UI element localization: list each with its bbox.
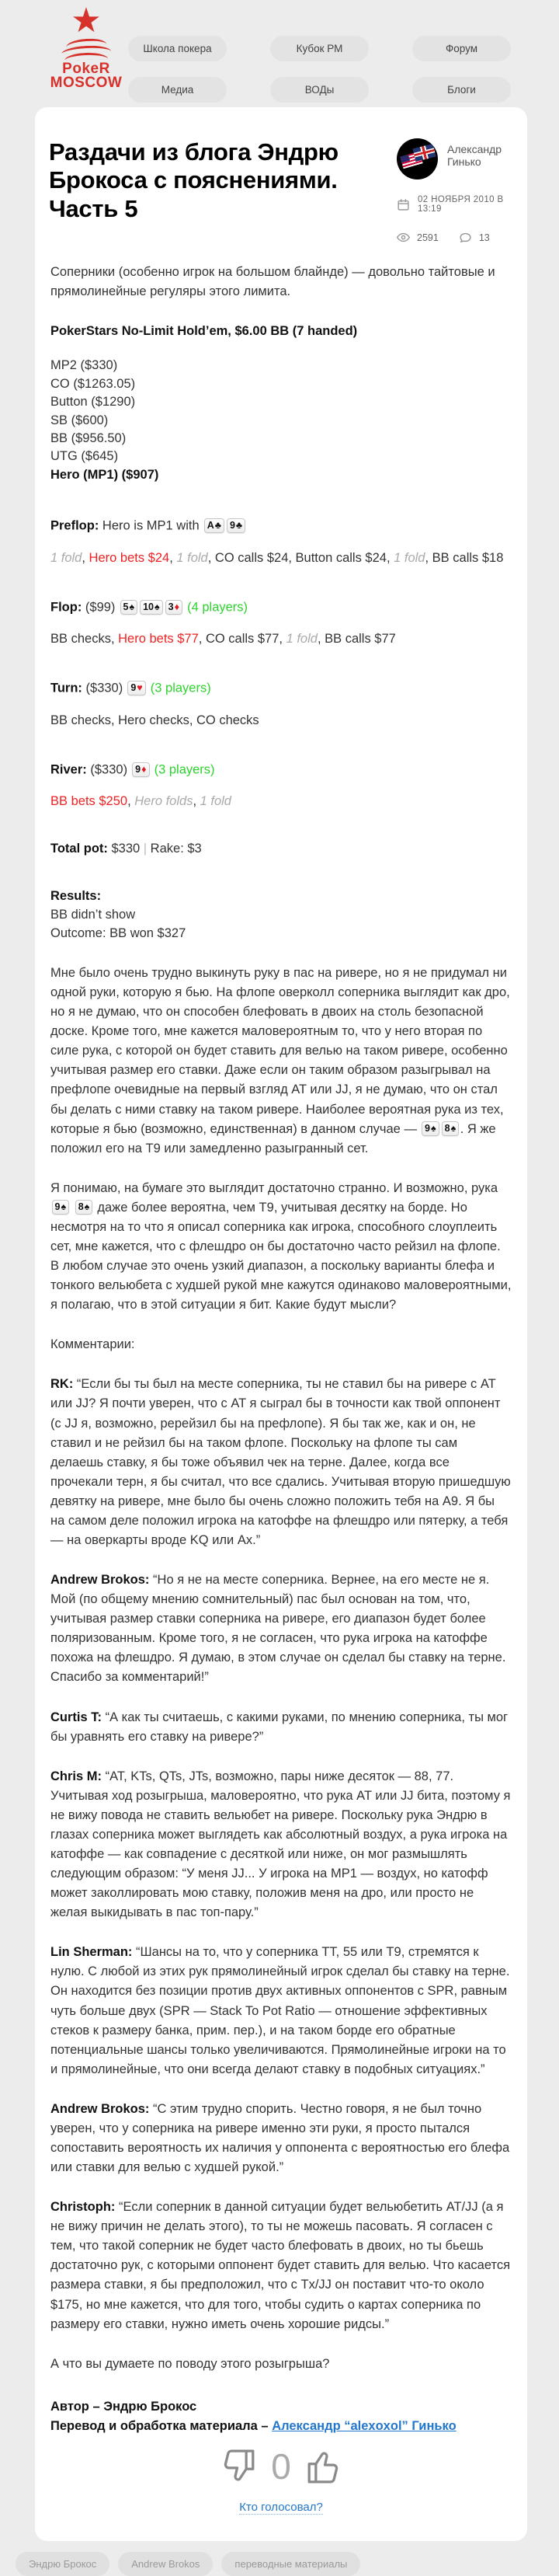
flop-header: Flop: ($99) 5♠ 10♠ 3♦ (4 players) [50, 600, 248, 615]
thumbs-up-button[interactable] [300, 2445, 344, 2488]
comment-text: “Но я не на месте соперника. Вернее, на его месте не я. Мой (по общему мнению сомнительный) пас был основан на том, что, учитывая размер ставки соперника на ривере, его диапазон будет более поляризованным. Кроме того, я не согласен, что рука игрока на катоффе похожа на флешдро. Я думаю, в этом случае он сделал бы ставку на терне. Спасибо за комментарий!” [50, 1573, 506, 1685]
nav-cup-rm[interactable]: Кубок РМ [270, 36, 369, 61]
nav-vods[interactable]: ВОДы [270, 77, 369, 103]
translation-line [50, 2417, 512, 2437]
stack-row: CO ($1263.05) [50, 376, 136, 391]
comment-text: “AT, KTs, QTs, JTs, возможно, пары ниже десяток — 88, 77. Учитывая ход розыгрыша, маловероятно, что рука AT или JJ бита, поэтому я не вижу повода не ставить вельюбет на ривере. Поскольку рука Эндрю в глазах соперника может выглядеть как абсолютный воздух, а рука игрока на катоффе — как совпадение с десяткой или ниже, он мог размышлять следующим образом: “У меня JJ... У игрока на MP1 — воздух, но катофф может заколлировать мою ставку, положив меня на дро, или просто не желая выкидывать в пас топ-пару.” [50, 1769, 511, 1920]
main-nav [128, 36, 511, 103]
comment-text: “С этим трудно спорить. Честно говоря, я не был точно уверен, что у соперника на ривере именно эти руки, я просто пытался сопоставить вероятность их наличия у оппонента с вероятностью его блефа или ставки для велью с худшей рукой.” [50, 2101, 510, 2175]
comment-author: Andrew Brokos: [50, 2101, 150, 2116]
logo-word-poker: PokeR [62, 60, 110, 77]
uk-flag-icon [412, 144, 436, 162]
playing-card: 8♠ [75, 1200, 93, 1215]
stack-list [50, 357, 512, 484]
views-count: 2591 [417, 232, 439, 243]
comment-author: Lin Sherman: [50, 1945, 133, 1960]
tag-list [16, 2552, 559, 2576]
comment-bubble-icon [459, 231, 472, 244]
total-pot-line: Total pot: $330 | Rake: $3 [50, 842, 202, 856]
intro-paragraph: Соперники (особенно игрок на большом блайнде) — довольно тайтовые и прямолинейные регуляры этого лимита. [50, 265, 495, 299]
who-voted-link[interactable]: Кто голосовал? [239, 2500, 323, 2514]
comment [50, 1943, 512, 2079]
comment-author: RK: [50, 1377, 74, 1392]
turn-action: BB checks, Hero checks, CO checks [50, 713, 259, 727]
river-header: River: ($330) 9♦ (3 players) [50, 762, 215, 777]
tag[interactable]: переводные материалы [221, 2552, 360, 2576]
playing-card: 9♣ [227, 518, 245, 533]
playing-card: 9♠ [422, 1121, 439, 1136]
logo-arcs-icon [59, 39, 113, 60]
translation-prefix: Перевод и обработка материала – [50, 2419, 273, 2434]
tag[interactable]: Andrew Brokos [118, 2552, 213, 2576]
site-header [0, 0, 559, 107]
preflop-header: Preflop: Hero is MP1 with A♣ 9♣ [50, 518, 512, 534]
results-line: BB didn’t show [50, 908, 136, 922]
comments-count[interactable]: 13 [478, 232, 490, 243]
analysis-paragraph-1: Мне было очень трудно выкинуть руку в пас на ривере, но я не придумал ни одной руки, которую я бью. На флопе оверколл соперника выглядит как дро, но я не думаю, что он способен блефовать в двоих на столь безопасной доске. Кроме того, мне кажется маловероятным то, что у него вторая по силе рука, с которой он будет ставить для велью на таком ривере, особенно учитывая размер его ставки. Даже если он таким образом разыгрывал на префлопе очевидные на первый взгляд AT или JJ, я не думаю, что он стал бы делать с ними ставку на таком ривере. Наиболее вероятная рука из тех, которые я бью (возможно, единственная) в данном случае — 9♠ 8♠ . Я же положил его на T9 или замедленно разыгранный сет. [50, 965, 510, 1156]
game-header: PokerStars No-Limit Hold’em, $6.00 BB (7 handed) [50, 324, 358, 339]
nav-forum[interactable]: Форум [412, 36, 511, 61]
thumbs-down-button[interactable] [218, 2445, 262, 2488]
playing-card: 9♦ [132, 762, 149, 777]
article-card [35, 107, 527, 2541]
comment-author: Curtis T: [50, 1710, 102, 1724]
site-logo[interactable] [43, 2, 130, 92]
river-action: BB bets $250, Hero folds, 1 fold [50, 794, 231, 809]
comment-text: “Если соперник в данной ситуации будет вельюбетить AT/JJ (а я не вижу причин не делать этого), то ты не можешь пасовать. Я согласен с тем, что такой соперник не будет часто блефовать в двоих, но ты бьешь достаточно рук, с которыми оппонент будет ставить для велью. Что касается размера ставки, я бы предположил, что с Tx/JJ он поставит что-то около $175, но мне кажется, что для того, чтобы судить о картах соперника по размеру его ставки, нужно иметь очень хорошие ридсы.” [50, 2200, 511, 2331]
closing-question: А что вы думаете по поводу этого розыгрыша? [50, 2356, 330, 2371]
stack-row: UTG ($645) [50, 449, 119, 464]
translator-link[interactable]: Александр “alexoxol” Гинько [272, 2419, 457, 2434]
playing-card: 9♥ [127, 681, 145, 695]
comment-text: “А как ты считаешь, с какими руками, по мнению соперника, ты мог бы уравнять его ставку на ривере?” [50, 1710, 509, 1744]
stack-row-hero: Hero (MP1) ($907) [50, 467, 159, 482]
results-label: Results: [50, 889, 102, 904]
vote-count: 0 [271, 2445, 291, 2487]
playing-card: 10♠ [140, 600, 163, 615]
tag[interactable]: Эндрю Брокос [16, 2552, 109, 2576]
comment-author: Christoph: [50, 2200, 116, 2215]
article-head [49, 138, 513, 244]
comment-text: “Если бы ты был на месте соперника, ты не ставил бы на ривере с AT или JJ? Я почти уверен, что с AT я сыграл бы в точности как твой оппонент (с JJ я, возможно, ререйзил бы на префлопе). Я бы так же, как и он, не ставил и не рейзил бы на таком флопе. Поскольку на флопе ты сам делаешь ставку, я бы тоже объявил чек на терне. Далее, когда все прочекали терн, я бы считал, что все сдались. Учитывая вторую пришедшую девятку на ривере, мне было бы очень сложно положить тебя на A9. Я бы на самом деле положил игрока на катоффе на флешдро или пятерку, а тебя — на оверкарты вроде KQ или Ax.” [50, 1377, 511, 1547]
post-date: 02 НОЯБРЯ 2010 В 13:19 [418, 195, 504, 214]
comment-text: “Шансы на то, что у соперника TT, 55 или T9, стремятся к нулю. С любой из этих рук прямолинейный игрок сделал бы ставку на терне. Он находится без позиции против двух активных оппонентов с SPR, равным чуть больше двух (SPR — Stack To Pot Ratio — отношение эффективных стеков к размеру банка, прим. пер.), и на таком борде его обратные потенциальные шансы только увеличиваются. Прямолинейные игроки на то и прямолинейные, что они всегда делают ставку в подобных ситуациях.” [50, 1945, 510, 2076]
stack-row: BB ($956.50) [50, 430, 127, 445]
vote-widget [50, 2445, 512, 2488]
playing-card: 9♠ [52, 1200, 70, 1215]
preflop-action: 1 fold, Hero bets $24, 1 fold, CO calls $24, Button calls $24, 1 fold, BB calls $18 [50, 550, 504, 565]
playing-card: A♣ [204, 518, 224, 533]
stack-row: Button ($1290) [50, 395, 136, 410]
results-block [50, 887, 512, 943]
comments-heading: Комментарии: [50, 1337, 135, 1352]
page-title: Раздачи из блога Эндрю Брокоса с пояснениями. Часть 5 [49, 138, 339, 222]
nav-poker-school[interactable]: Школа покера [128, 36, 227, 61]
article-meta [395, 138, 513, 244]
logo-word-moscow: MOSCOW [50, 75, 123, 92]
logo-star-icon: ★ [71, 2, 102, 40]
stack-row: MP2 ($330) [50, 358, 118, 373]
calendar-icon [397, 198, 410, 211]
flop-action: BB checks, Hero bets $77, CO calls $77, 1 fold, BB calls $77 [50, 632, 396, 647]
author-line: Автор – Эндрю Брокос [50, 2399, 197, 2414]
playing-card: 3♦ [165, 600, 182, 615]
analysis-paragraph-2: Я понимаю, на бумаге это выглядит достаточно странно. И возможно, рука 9♠ 8♠ даже более вероятна, чем T9, учитывая десятку на борде. Но несмотря на то что я описал соперника как игрока, способного слоуплеить сет, мне кажется, что с флешдро он бы достаточно часто рейзил на флопе. В любом случае это очень узкий диапазон, а поскольку варианты блефа и тонкого вельюбета с худшей рукой мне кажутся одинаково маловероятными, я полагаю, что в этой ситуации я бит. Какие будут мысли? [50, 1180, 512, 1312]
playing-card: 8♠ [442, 1121, 460, 1136]
results-line: Outcome: BB won $327 [50, 926, 186, 941]
turn-header: Turn: ($330) 9♥ (3 players) [50, 681, 211, 695]
nav-media[interactable]: Медиа [128, 77, 227, 103]
comment-author: Chris M: [50, 1769, 102, 1783]
comment [50, 2100, 512, 2177]
stack-row: SB ($600) [50, 413, 109, 427]
comment [50, 2198, 512, 2334]
eye-icon [397, 231, 410, 244]
comment [50, 1708, 512, 1747]
comment [50, 1767, 512, 1923]
nav-blogs[interactable]: Блоги [412, 77, 511, 103]
comment [50, 1570, 512, 1687]
comment [50, 1375, 512, 1550]
author-name[interactable]: Александр Гинько [447, 143, 502, 168]
article-content [49, 263, 513, 2515]
comment-author: Andrew Brokos: [50, 1573, 150, 1588]
avatar[interactable] [397, 138, 438, 180]
playing-card: 5♠ [120, 600, 138, 615]
author-block [50, 2397, 512, 2437]
